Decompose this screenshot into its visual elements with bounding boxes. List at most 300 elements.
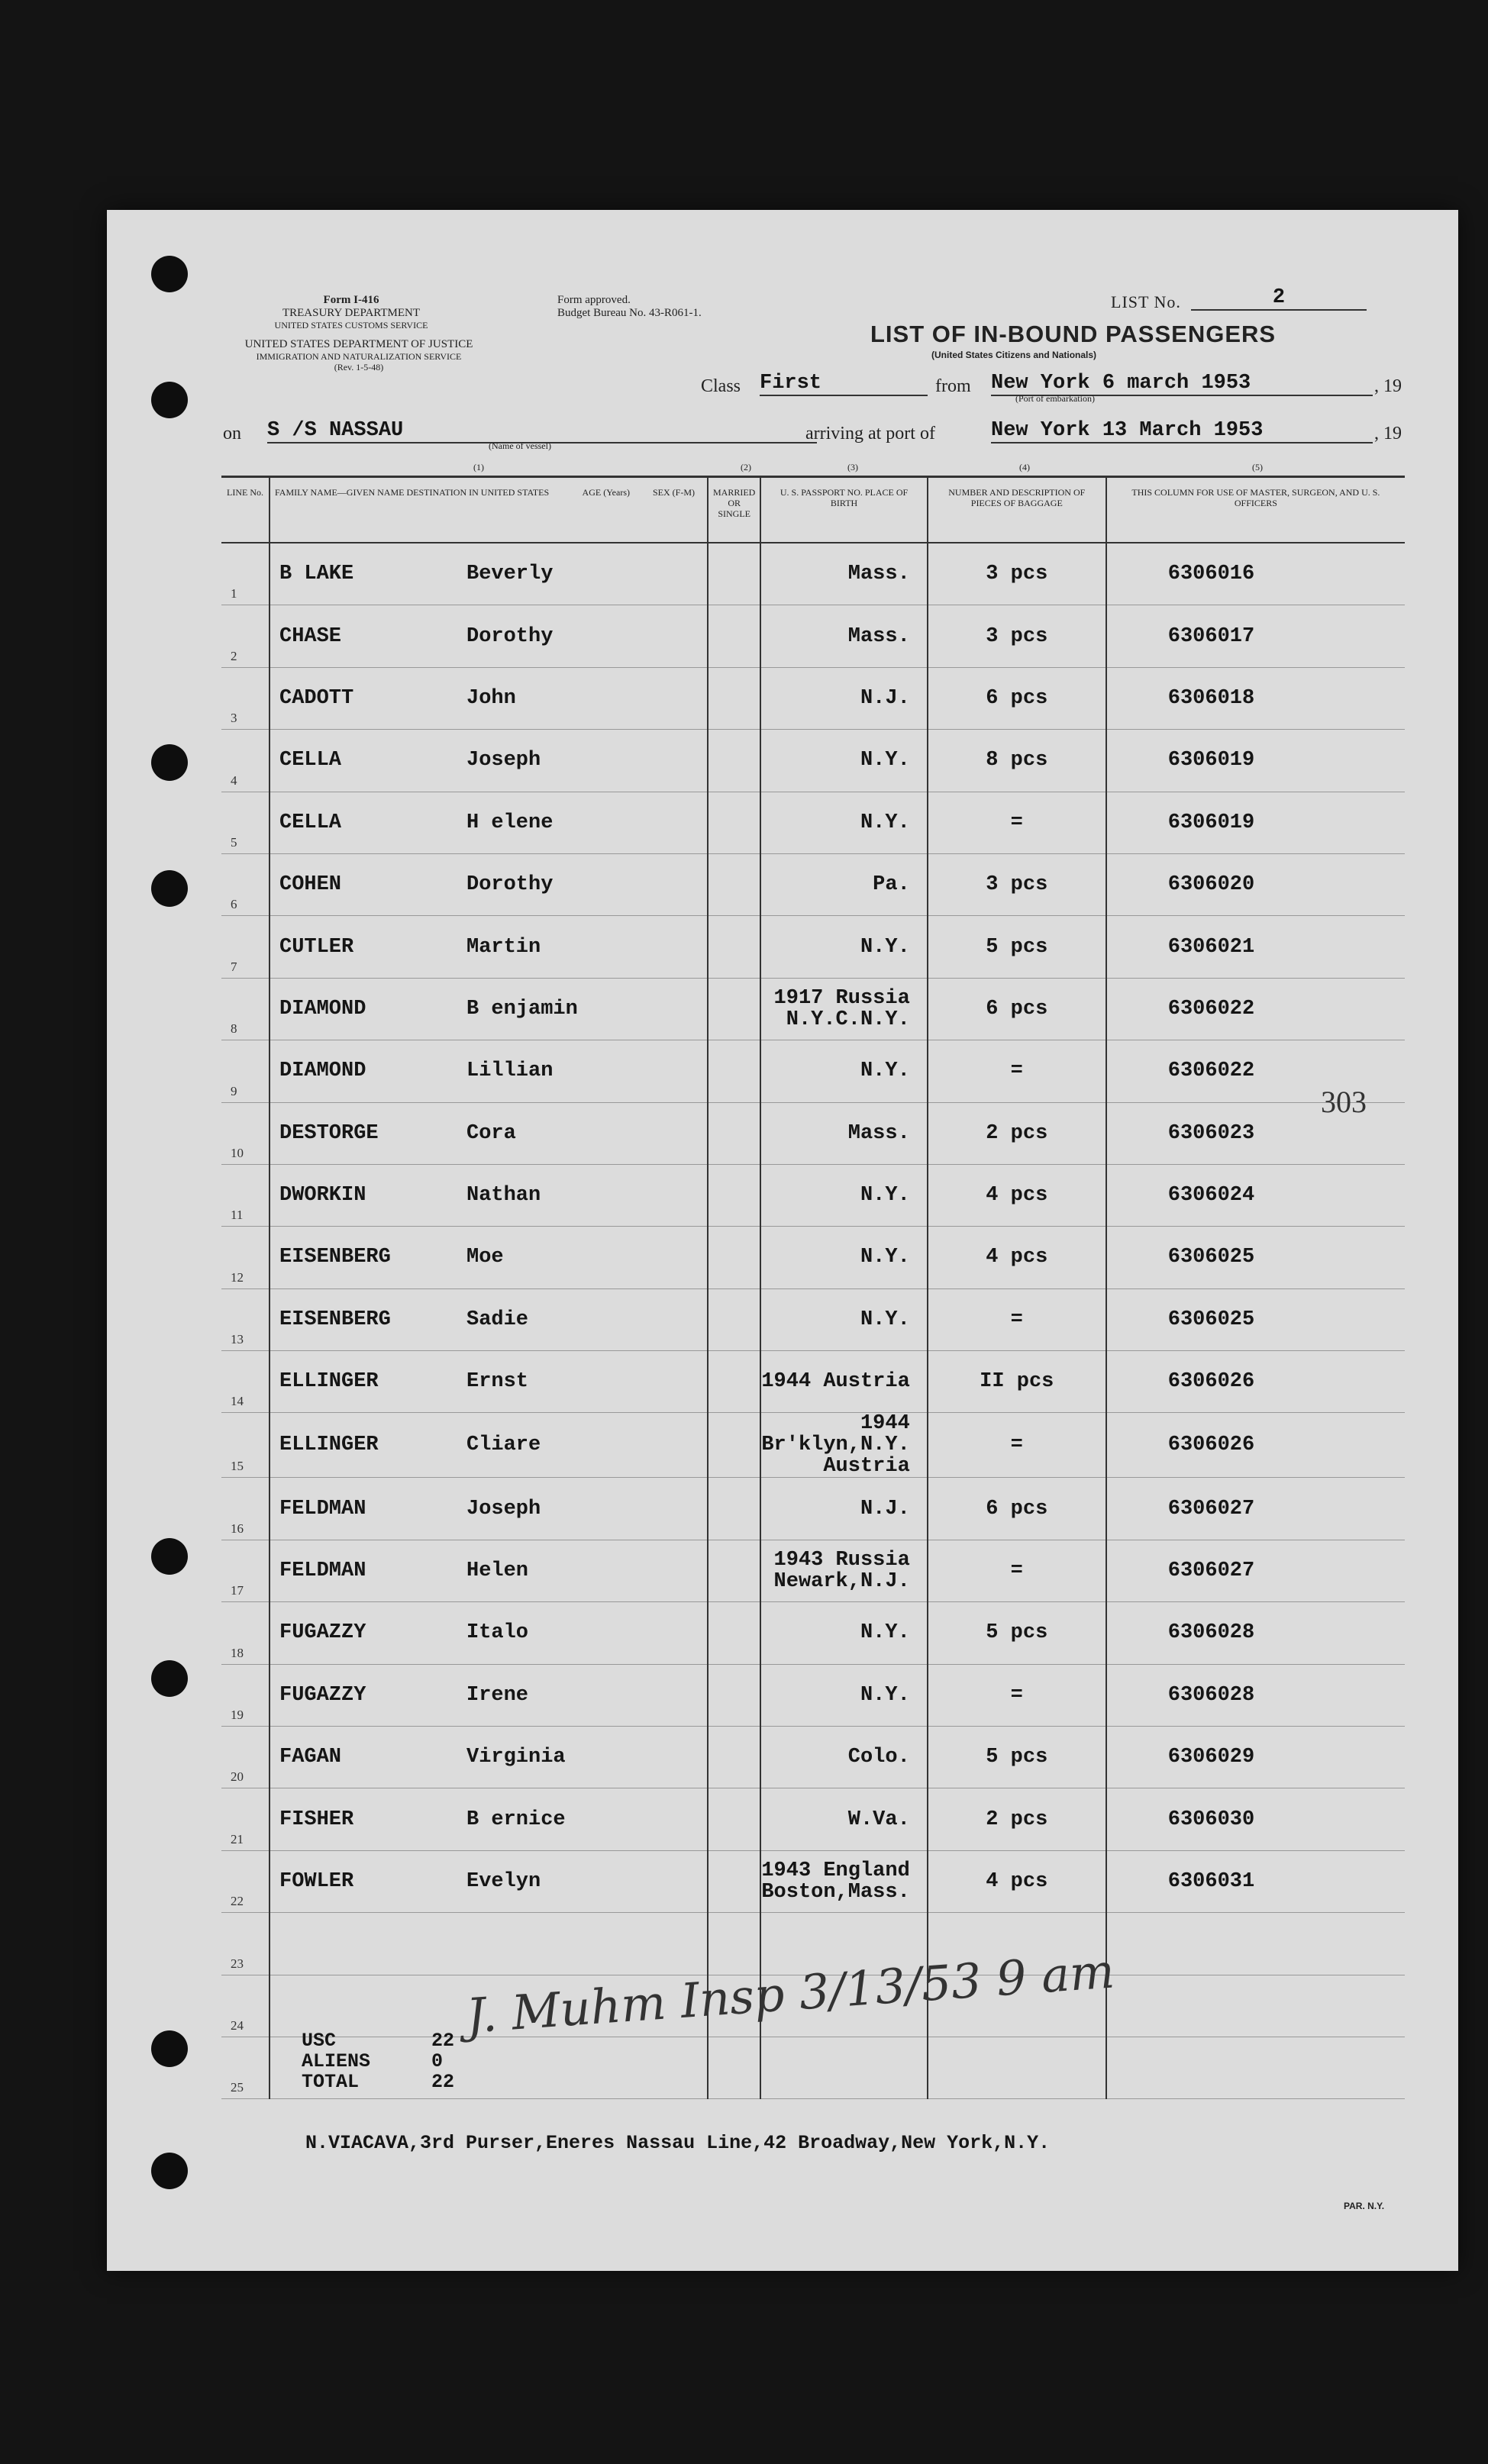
cell-birth bbox=[760, 1850, 927, 1912]
cell-officer bbox=[1106, 1664, 1405, 1726]
col-caption-1: (1) bbox=[473, 462, 484, 472]
baggage-count: 6 pcs bbox=[986, 686, 1048, 710]
given-name: Irene bbox=[466, 1683, 529, 1707]
baggage-count: 3 pcs bbox=[986, 624, 1048, 648]
cell-name bbox=[270, 1227, 708, 1288]
punch-hole bbox=[151, 744, 188, 781]
given-name: John bbox=[466, 686, 516, 710]
inspector-signature: J. Muhm Insp 3/13/53 9 am bbox=[464, 1943, 1117, 2044]
cell-officer bbox=[1106, 1164, 1405, 1226]
cell-married bbox=[708, 1478, 760, 1540]
table-row bbox=[221, 853, 1405, 915]
class-label: Class bbox=[701, 376, 741, 396]
cell-birth bbox=[760, 1351, 927, 1413]
cell-married bbox=[708, 2037, 760, 2098]
baggage-count: 4 pcs bbox=[986, 1184, 1048, 1208]
cell-line bbox=[221, 1413, 270, 1478]
punch-hole bbox=[151, 2030, 188, 2067]
place-of-birth: N.Y. bbox=[860, 749, 910, 772]
given-name: Helen bbox=[466, 1559, 529, 1583]
cell-officer bbox=[1106, 1351, 1405, 1413]
place-of-birth: Pa. bbox=[873, 873, 910, 897]
given-name: Joseph bbox=[466, 749, 541, 772]
officer-number: 6306025 bbox=[1167, 1308, 1255, 1331]
place-of-birth: N.Y. bbox=[860, 1059, 910, 1083]
from-label: from bbox=[935, 376, 971, 396]
line-number: 7 bbox=[231, 959, 237, 974]
officer-number: 6306022 bbox=[1167, 1059, 1255, 1083]
family-name: DIAMOND bbox=[279, 1059, 366, 1083]
cell-line bbox=[221, 543, 270, 605]
cell-baggage bbox=[928, 543, 1106, 605]
cell-officer bbox=[1106, 1540, 1405, 1601]
baggage-count: 2 pcs bbox=[986, 1808, 1048, 1831]
cell-name bbox=[270, 1850, 708, 1912]
cell-officer bbox=[1106, 1478, 1405, 1540]
place-of-birth: N.J. bbox=[860, 1497, 910, 1521]
family-name: FUGAZZY bbox=[279, 1621, 366, 1645]
cell-baggage bbox=[928, 916, 1106, 978]
cell-officer bbox=[1106, 1602, 1405, 1664]
officer-number: 6306025 bbox=[1167, 1246, 1255, 1269]
place-of-birth: N.Y. bbox=[860, 1683, 910, 1707]
officer-number: 6306021 bbox=[1167, 935, 1255, 959]
cell-baggage bbox=[928, 1351, 1106, 1413]
table-row bbox=[221, 605, 1405, 667]
cell-baggage bbox=[928, 1164, 1106, 1226]
line-number: 3 bbox=[231, 711, 237, 726]
family-name: CHASE bbox=[279, 624, 342, 648]
cell-line bbox=[221, 1227, 270, 1288]
col-passport: U. S. PASSPORT NO. PLACE OF BIRTH bbox=[760, 477, 927, 543]
cell-birth bbox=[760, 605, 927, 667]
line-number: 16 bbox=[231, 1521, 244, 1536]
cell-married bbox=[708, 978, 760, 1040]
place-of-birth: 1944 Br'klyn,N.Y. Austria bbox=[761, 1412, 910, 1479]
cell-birth bbox=[760, 1788, 927, 1850]
table-row bbox=[221, 1102, 1405, 1164]
line-number: 15 bbox=[231, 1459, 244, 1474]
cell-birth bbox=[760, 1288, 927, 1350]
cell-married bbox=[708, 667, 760, 729]
cell-baggage bbox=[928, 1478, 1106, 1540]
line-number: 1 bbox=[231, 586, 237, 601]
form-id-block bbox=[260, 294, 443, 331]
cell-name bbox=[270, 978, 708, 1040]
summary-block bbox=[302, 2030, 454, 2092]
col-caption-4: (4) bbox=[1019, 462, 1030, 472]
cell-line bbox=[221, 667, 270, 729]
line-number: 23 bbox=[231, 1956, 244, 1971]
cell-officer bbox=[1106, 1788, 1405, 1850]
table-row bbox=[221, 1788, 1405, 1850]
cell-line bbox=[221, 916, 270, 978]
table-row bbox=[221, 1540, 1405, 1601]
cell-birth bbox=[760, 1602, 927, 1664]
line-number: 17 bbox=[231, 1583, 244, 1598]
line-number: 13 bbox=[231, 1332, 244, 1347]
usc-label: USC bbox=[302, 2030, 337, 2052]
family-name: DWORKIN bbox=[279, 1184, 366, 1208]
cell-baggage bbox=[928, 605, 1106, 667]
line-number: 24 bbox=[231, 2017, 244, 2033]
officer-number: 6306017 bbox=[1167, 624, 1255, 648]
given-name: Italo bbox=[466, 1621, 529, 1645]
cell-birth bbox=[760, 730, 927, 792]
officer-number: 6306018 bbox=[1167, 686, 1255, 710]
cell-line bbox=[221, 1727, 270, 1788]
officer-number: 6306029 bbox=[1167, 1746, 1255, 1769]
family-name: ELLINGER bbox=[279, 1370, 379, 1394]
col-name bbox=[270, 477, 708, 543]
place-of-birth: N.Y. bbox=[860, 1246, 910, 1269]
given-name: Nathan bbox=[466, 1184, 541, 1208]
given-name: B enjamin bbox=[466, 997, 578, 1021]
cell-married bbox=[708, 605, 760, 667]
table-row bbox=[221, 792, 1405, 853]
family-name: CELLA bbox=[279, 749, 342, 772]
cell-married bbox=[708, 1540, 760, 1601]
place-of-birth: N.Y. bbox=[860, 1184, 910, 1208]
cell-officer bbox=[1106, 1727, 1405, 1788]
table-row bbox=[221, 543, 1405, 605]
family-name: CELLA bbox=[279, 811, 342, 834]
purser-line: N.VIACAVA,3rd Purser,Eneres Nassau Line,42 Broadway,New York,N.Y. bbox=[305, 2132, 1051, 2154]
cell-line bbox=[221, 1664, 270, 1726]
baggage-count: 3 pcs bbox=[986, 563, 1048, 586]
place-of-birth: Mass. bbox=[847, 563, 910, 586]
cell-name bbox=[270, 1102, 708, 1164]
cell-married bbox=[708, 1040, 760, 1102]
cell-name bbox=[270, 1164, 708, 1226]
table-row bbox=[221, 1850, 1405, 1912]
arriving-label: arriving at port of bbox=[805, 424, 935, 443]
col-caption-3: (3) bbox=[847, 462, 858, 472]
officer-number: 6306023 bbox=[1167, 1121, 1255, 1145]
passenger-table bbox=[221, 476, 1405, 2099]
baggage-count: 2 pcs bbox=[986, 1121, 1048, 1145]
manifest-page bbox=[107, 210, 1458, 2271]
place-of-birth: N.Y. bbox=[860, 1621, 910, 1645]
cell-officer bbox=[1106, 1413, 1405, 1478]
cell-married bbox=[708, 916, 760, 978]
col-sex-label: SEX (F-M) bbox=[652, 487, 695, 498]
place-of-birth: 1917 Russia N.Y.C.N.Y. bbox=[773, 986, 910, 1031]
on-label: on bbox=[223, 424, 241, 443]
baggage-count: 5 pcs bbox=[986, 935, 1048, 959]
table-row bbox=[221, 1664, 1405, 1726]
officer-number: 6306019 bbox=[1167, 811, 1255, 834]
vessel-name: S /S NASSAU bbox=[267, 419, 817, 443]
cell-birth bbox=[760, 1478, 927, 1540]
cell-officer bbox=[1106, 1975, 1405, 2037]
page-subtitle: (United States Citizens and Nationals) bbox=[931, 350, 1097, 360]
line-number: 21 bbox=[231, 1831, 244, 1846]
cell-name bbox=[270, 1540, 708, 1601]
cell-baggage bbox=[928, 1788, 1106, 1850]
cell-birth bbox=[760, 667, 927, 729]
form-approved: Form approved. bbox=[557, 294, 631, 306]
total-label: TOTAL bbox=[302, 2071, 360, 2093]
cell-baggage bbox=[928, 1413, 1106, 1478]
given-name: Ernst bbox=[466, 1370, 529, 1394]
family-name: FUGAZZY bbox=[279, 1683, 366, 1707]
table-row bbox=[221, 1227, 1405, 1288]
usc-value: 22 bbox=[431, 2030, 455, 2052]
table-row bbox=[221, 1413, 1405, 1478]
treasury-department: TREASURY DEPARTMENT bbox=[282, 307, 421, 319]
cell-married bbox=[708, 1351, 760, 1413]
place-of-birth: 1944 Austria bbox=[761, 1370, 910, 1394]
table-row bbox=[221, 730, 1405, 792]
place-of-birth: Mass. bbox=[847, 624, 910, 648]
officer-number: 6306027 bbox=[1167, 1497, 1255, 1521]
family-name: CUTLER bbox=[279, 935, 354, 959]
cell-baggage bbox=[928, 1102, 1106, 1164]
punch-hole bbox=[151, 256, 188, 292]
cell-married bbox=[708, 1413, 760, 1478]
cell-line bbox=[221, 1975, 270, 2037]
cell-line bbox=[221, 1602, 270, 1664]
table-row bbox=[221, 1727, 1405, 1788]
table-row bbox=[221, 1164, 1405, 1226]
line-number: 9 bbox=[231, 1083, 237, 1098]
given-name: Moe bbox=[466, 1246, 504, 1269]
year-suffix: , 19 bbox=[1374, 376, 1402, 396]
cell-officer bbox=[1106, 1913, 1405, 1975]
line-number: 10 bbox=[231, 1145, 244, 1160]
cell-birth bbox=[760, 1664, 927, 1726]
cell-birth bbox=[760, 1227, 927, 1288]
printer-mark: PAR. N.Y. bbox=[1344, 2201, 1385, 2211]
punch-hole bbox=[151, 2153, 188, 2189]
officer-number: 6306027 bbox=[1167, 1559, 1255, 1583]
place-of-birth: N.Y. bbox=[860, 935, 910, 959]
cell-baggage bbox=[928, 1040, 1106, 1102]
embarkation-caption: (Port of embarkation) bbox=[1015, 393, 1095, 404]
baggage-count: 3 pcs bbox=[986, 873, 1048, 897]
baggage-count: = bbox=[1010, 811, 1023, 834]
officer-number: 6306020 bbox=[1167, 873, 1255, 897]
punch-hole bbox=[151, 870, 188, 907]
cell-married bbox=[708, 792, 760, 853]
cell-baggage bbox=[928, 978, 1106, 1040]
table-row bbox=[221, 1288, 1405, 1350]
cell-line bbox=[221, 978, 270, 1040]
officer-number: 6306028 bbox=[1167, 1683, 1255, 1707]
given-name: Dorothy bbox=[466, 873, 554, 897]
cell-name bbox=[270, 605, 708, 667]
col-age-label: AGE (Years) bbox=[582, 487, 630, 498]
cell-birth bbox=[760, 1540, 927, 1601]
col-line-no: LINE No. bbox=[221, 477, 270, 543]
total-value: 22 bbox=[431, 2071, 455, 2093]
budget-block bbox=[557, 294, 702, 320]
port-of-embarkation: New York 6 march 1953 bbox=[991, 372, 1373, 396]
family-name: FELDMAN bbox=[279, 1559, 366, 1583]
line-number: 11 bbox=[231, 1208, 244, 1223]
cell-baggage bbox=[928, 1227, 1106, 1288]
table-row bbox=[221, 978, 1405, 1040]
cell-line bbox=[221, 730, 270, 792]
cell-name bbox=[270, 667, 708, 729]
cell-name bbox=[270, 1478, 708, 1540]
cell-name bbox=[270, 1602, 708, 1664]
cell-married bbox=[708, 1164, 760, 1226]
cell-baggage bbox=[928, 1288, 1106, 1350]
baggage-count: 5 pcs bbox=[986, 1621, 1048, 1645]
cell-name bbox=[270, 1413, 708, 1478]
cell-married bbox=[708, 1227, 760, 1288]
line-number: 25 bbox=[231, 2080, 244, 2095]
family-name: B LAKE bbox=[279, 563, 354, 586]
given-name: B ernice bbox=[466, 1808, 566, 1831]
department-of-justice: UNITED STATES DEPARTMENT OF JUSTICE bbox=[244, 338, 473, 350]
form-number: Form I-416 bbox=[323, 294, 379, 306]
cell-baggage bbox=[928, 792, 1106, 853]
cell-birth bbox=[760, 1164, 927, 1226]
family-name: CADOTT bbox=[279, 686, 354, 710]
given-name: Evelyn bbox=[466, 1870, 541, 1893]
cell-line bbox=[221, 1102, 270, 1164]
cell-birth bbox=[760, 916, 927, 978]
baggage-count: = bbox=[1010, 1683, 1023, 1707]
cell-birth bbox=[760, 853, 927, 915]
col-caption-5: (5) bbox=[1252, 462, 1263, 472]
line-number: 18 bbox=[231, 1645, 244, 1660]
table-row bbox=[221, 916, 1405, 978]
cell-married bbox=[708, 1288, 760, 1350]
officer-number: 6306031 bbox=[1167, 1870, 1255, 1893]
col-caption-2: (2) bbox=[741, 462, 751, 472]
baggage-count: = bbox=[1010, 1059, 1023, 1083]
baggage-count: 4 pcs bbox=[986, 1870, 1048, 1893]
cell-name bbox=[270, 543, 708, 605]
aliens-value: 0 bbox=[431, 2050, 444, 2072]
given-name: Beverly bbox=[466, 563, 554, 586]
line-number: 19 bbox=[231, 1708, 244, 1723]
cell-baggage bbox=[928, 730, 1106, 792]
baggage-count: 6 pcs bbox=[986, 997, 1048, 1021]
cell-line bbox=[221, 1788, 270, 1850]
cell-birth bbox=[760, 543, 927, 605]
cell-name bbox=[270, 730, 708, 792]
cell-line bbox=[221, 792, 270, 853]
cell-line bbox=[221, 1850, 270, 1912]
col-married: MARRIED OR SINGLE bbox=[708, 477, 760, 543]
place-of-birth: N.J. bbox=[860, 686, 910, 710]
cell-birth bbox=[760, 1727, 927, 1788]
cell-name bbox=[270, 916, 708, 978]
punch-hole bbox=[151, 1538, 188, 1575]
punch-hole bbox=[151, 382, 188, 418]
officer-number: 6306026 bbox=[1167, 1370, 1255, 1394]
cell-baggage bbox=[928, 2037, 1106, 2098]
cell-baggage bbox=[928, 1540, 1106, 1601]
cell-baggage bbox=[928, 1727, 1106, 1788]
cell-officer bbox=[1106, 1288, 1405, 1350]
cell-line bbox=[221, 1913, 270, 1975]
officer-number: 6306019 bbox=[1167, 749, 1255, 772]
baggage-count: = bbox=[1010, 1308, 1023, 1331]
line-number: 20 bbox=[231, 1769, 244, 1785]
cell-officer bbox=[1106, 978, 1405, 1040]
cell-baggage bbox=[928, 1664, 1106, 1726]
cell-baggage bbox=[928, 1602, 1106, 1664]
cell-married bbox=[708, 1788, 760, 1850]
given-name: Dorothy bbox=[466, 624, 554, 648]
place-of-birth: N.Y. bbox=[860, 1308, 910, 1331]
cell-name bbox=[270, 1788, 708, 1850]
place-of-birth: Colo. bbox=[847, 1746, 910, 1769]
line-number: 2 bbox=[231, 648, 237, 663]
family-name: FAGAN bbox=[279, 1746, 342, 1769]
family-name: DESTORGE bbox=[279, 1121, 379, 1145]
cell-officer bbox=[1106, 916, 1405, 978]
cell-officer bbox=[1106, 1227, 1405, 1288]
cell-line bbox=[221, 853, 270, 915]
baggage-count: II pcs bbox=[980, 1370, 1054, 1394]
cell-married bbox=[708, 1602, 760, 1664]
line-number: 22 bbox=[231, 1894, 244, 1909]
table-row bbox=[221, 1040, 1405, 1102]
cell-birth bbox=[760, 792, 927, 853]
col-officers: THIS COLUMN FOR USE OF MASTER, SURGEON, AND U. S. OFFICERS bbox=[1106, 477, 1405, 543]
col-name-label: FAMILY NAME—GIVEN NAME DESTINATION IN UNITED STATES bbox=[275, 487, 550, 498]
cell-baggage bbox=[928, 853, 1106, 915]
line-number: 6 bbox=[231, 897, 237, 912]
cell-name bbox=[270, 1727, 708, 1788]
line-number: 4 bbox=[231, 772, 237, 788]
ins-label: IMMIGRATION AND NATURALIZATION SERVICE bbox=[256, 351, 462, 362]
family-name: FISHER bbox=[279, 1808, 354, 1831]
officer-number: 6306016 bbox=[1167, 563, 1255, 586]
col-baggage: NUMBER AND DESCRIPTION OF PIECES OF BAGGAGE bbox=[928, 477, 1106, 543]
line-number: 14 bbox=[231, 1394, 244, 1409]
doj-block bbox=[206, 338, 512, 373]
cell-officer bbox=[1106, 1850, 1405, 1912]
cell-married bbox=[708, 1850, 760, 1912]
cell-name bbox=[270, 792, 708, 853]
cell-line bbox=[221, 1040, 270, 1102]
cell-birth bbox=[760, 978, 927, 1040]
given-name: Cora bbox=[466, 1121, 516, 1145]
cell-line bbox=[221, 1478, 270, 1540]
family-name: EISENBERG bbox=[279, 1246, 391, 1269]
punch-hole bbox=[151, 1660, 188, 1697]
cell-name bbox=[270, 1664, 708, 1726]
place-of-birth: Mass. bbox=[847, 1121, 910, 1145]
list-no-value: 2 bbox=[1191, 286, 1367, 311]
vessel-caption: (Name of vessel) bbox=[489, 440, 551, 451]
cell-married bbox=[708, 730, 760, 792]
cell-birth bbox=[760, 1040, 927, 1102]
cell-birth bbox=[760, 1413, 927, 1478]
baggage-count: = bbox=[1010, 1559, 1023, 1583]
given-name: Sadie bbox=[466, 1308, 529, 1331]
revision-label: (Rev. 1-5-48) bbox=[334, 362, 384, 373]
cell-name bbox=[270, 1040, 708, 1102]
family-name: FOWLER bbox=[279, 1870, 354, 1893]
cell-name bbox=[270, 1288, 708, 1350]
cell-line bbox=[221, 1288, 270, 1350]
table-row bbox=[221, 667, 1405, 729]
cell-line bbox=[221, 1540, 270, 1601]
customs-service: UNITED STATES CUSTOMS SERVICE bbox=[274, 320, 428, 331]
table-row bbox=[221, 1478, 1405, 1540]
table-row bbox=[221, 1602, 1405, 1664]
place-of-birth: W.Va. bbox=[847, 1808, 910, 1831]
